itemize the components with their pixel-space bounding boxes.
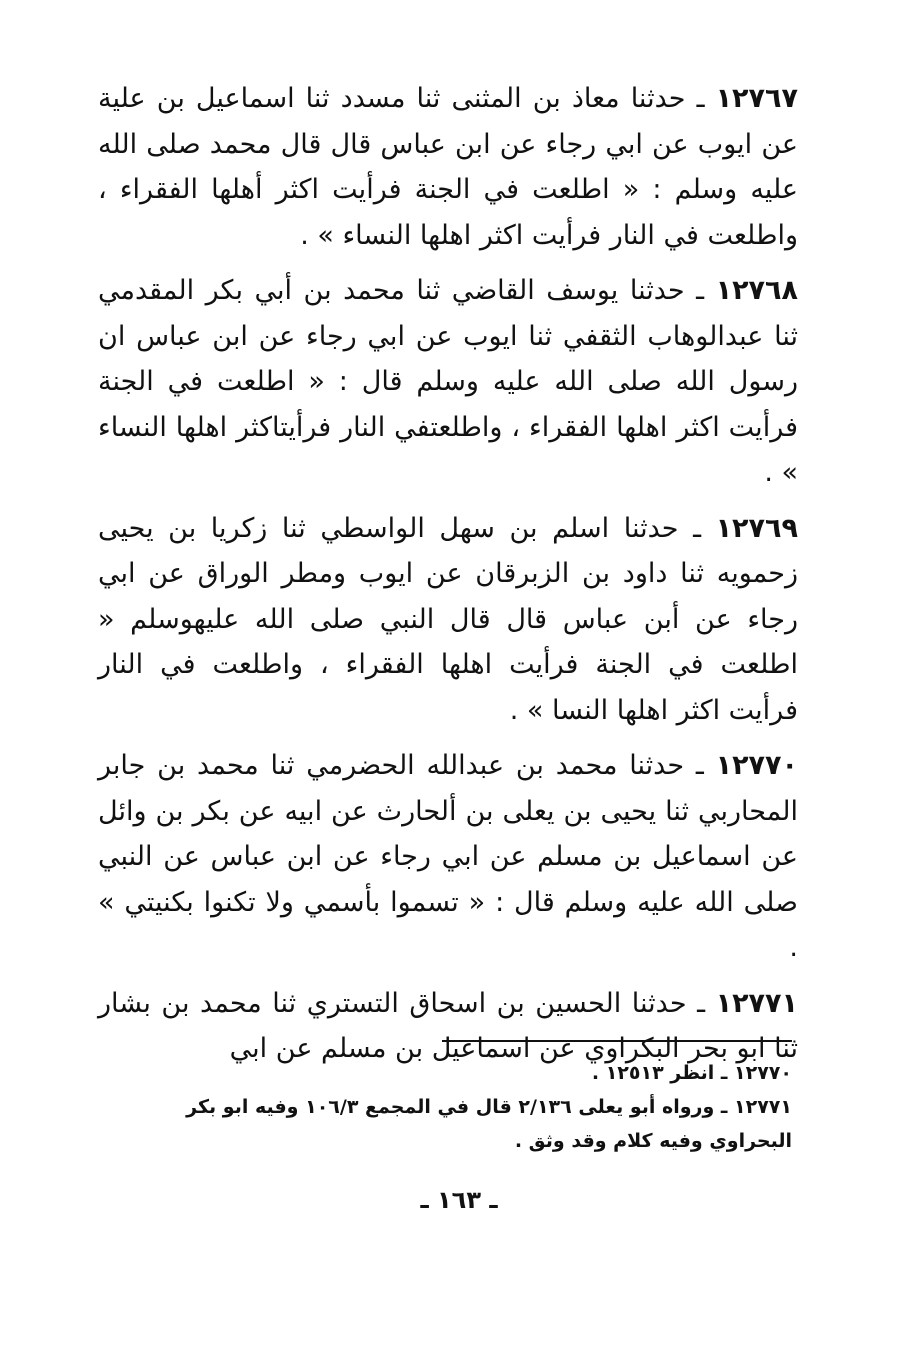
hadith-text: حدثنا يوسف القاضي ثنا محمد بن أبي بكر المقدمي ثنا عبدالوهاب الثقفي ثنا ايوب عن ابي رجاء عن ابن عباس ان رسول الله صلى الله عليه وسلم قال : « اطلعت في الجنة فرأيت اكثر اهلها الفقراء ، واطلعتفي النار فرأيتاكثر اهلها النساء » . bbox=[98, 275, 798, 488]
hadith-paragraph bbox=[98, 76, 798, 258]
footnote: ١٢٧٧١ ـ ورواه أبو يعلى ٢/١٣٦ قال في المجمع ١٠٦/٣ وفيه ابو بكر البحراوي وفيه كلام وقد وثق . bbox=[186, 1096, 792, 1152]
hadith-entry bbox=[98, 76, 798, 258]
hadith-number: ١٢٧٦٧ bbox=[715, 83, 798, 114]
hadith-entry bbox=[98, 506, 798, 734]
hadith-text: حدثنا اسلم بن سهل الواسطي ثنا زكريا بن يحيى زحمويه ثنا داود بن الزبرقان عن ايوب ومطر الوراق عن ابي رجاء عن أبن عباس قال قال النبي صلى الله عليهوسلم « اطلعت في الجنة فرأيت اهلها الفقراء ، واطلعت في النار فرأيت اكثر اهلها النسا » . bbox=[98, 512, 798, 726]
hadith-paragraph bbox=[98, 743, 798, 971]
hadith-entry bbox=[98, 268, 798, 496]
dash: ـ bbox=[697, 987, 706, 1019]
page-number: ـ ١٦٣ ـ bbox=[420, 1186, 498, 1214]
footnote: ١٢٧٧٠ ـ انظر ١٢٥١٣ . bbox=[591, 1062, 792, 1084]
hadith-paragraph bbox=[98, 268, 798, 496]
dash: ـ bbox=[695, 750, 704, 781]
dash: ـ bbox=[696, 83, 705, 114]
dash: ـ bbox=[693, 512, 701, 544]
dash: ـ bbox=[696, 275, 705, 306]
footnote-divider bbox=[442, 1040, 792, 1042]
hadith-number: ١٢٧٦٩ bbox=[715, 512, 798, 544]
hadith-text: حدثنا محمد بن عبدالله الحضرمي ثنا محمد بن جابر المحاربي ثنا يحيى بن يعلى بن ألحارث عن ابيه عن بكر بن وائل عن اسماعيل بن مسلم عن ابي رجاء عن ابن عباس عن النبي صلى الله عليه وسلم قال : « تسموا بأسمي ولا تكنوا بكنيتي » . bbox=[98, 750, 798, 963]
hadith-paragraph bbox=[98, 506, 798, 734]
hadith-number: ١٢٧٧٠ bbox=[715, 750, 798, 781]
hadith-entry bbox=[98, 743, 798, 971]
hadith-number: ١٢٧٧١ bbox=[715, 987, 798, 1019]
hadith-number: ١٢٧٦٨ bbox=[715, 275, 798, 306]
hadith-text: حدثنا الحسين بن اسحاق التستري ثنا محمد بن بشار ثنا ابو بحر البكراوي عن اسماعيل بن مسلم عن ابي bbox=[98, 987, 798, 1064]
hadith-text: حدثنا معاذ بن المثنى ثنا مسدد ثنا اسماعيل بن علية عن ايوب عن ابي رجاء عن ابن عباس قال قال محمد صلى الله عليه وسلم : « اطلعت في الجنة فرأيت اكثر أهلها الفقراء ، واطلعت في النار فرأيت اكثر اهلها النساء » . bbox=[98, 83, 798, 251]
main-text bbox=[98, 76, 798, 1082]
footnotes bbox=[98, 1056, 792, 1158]
